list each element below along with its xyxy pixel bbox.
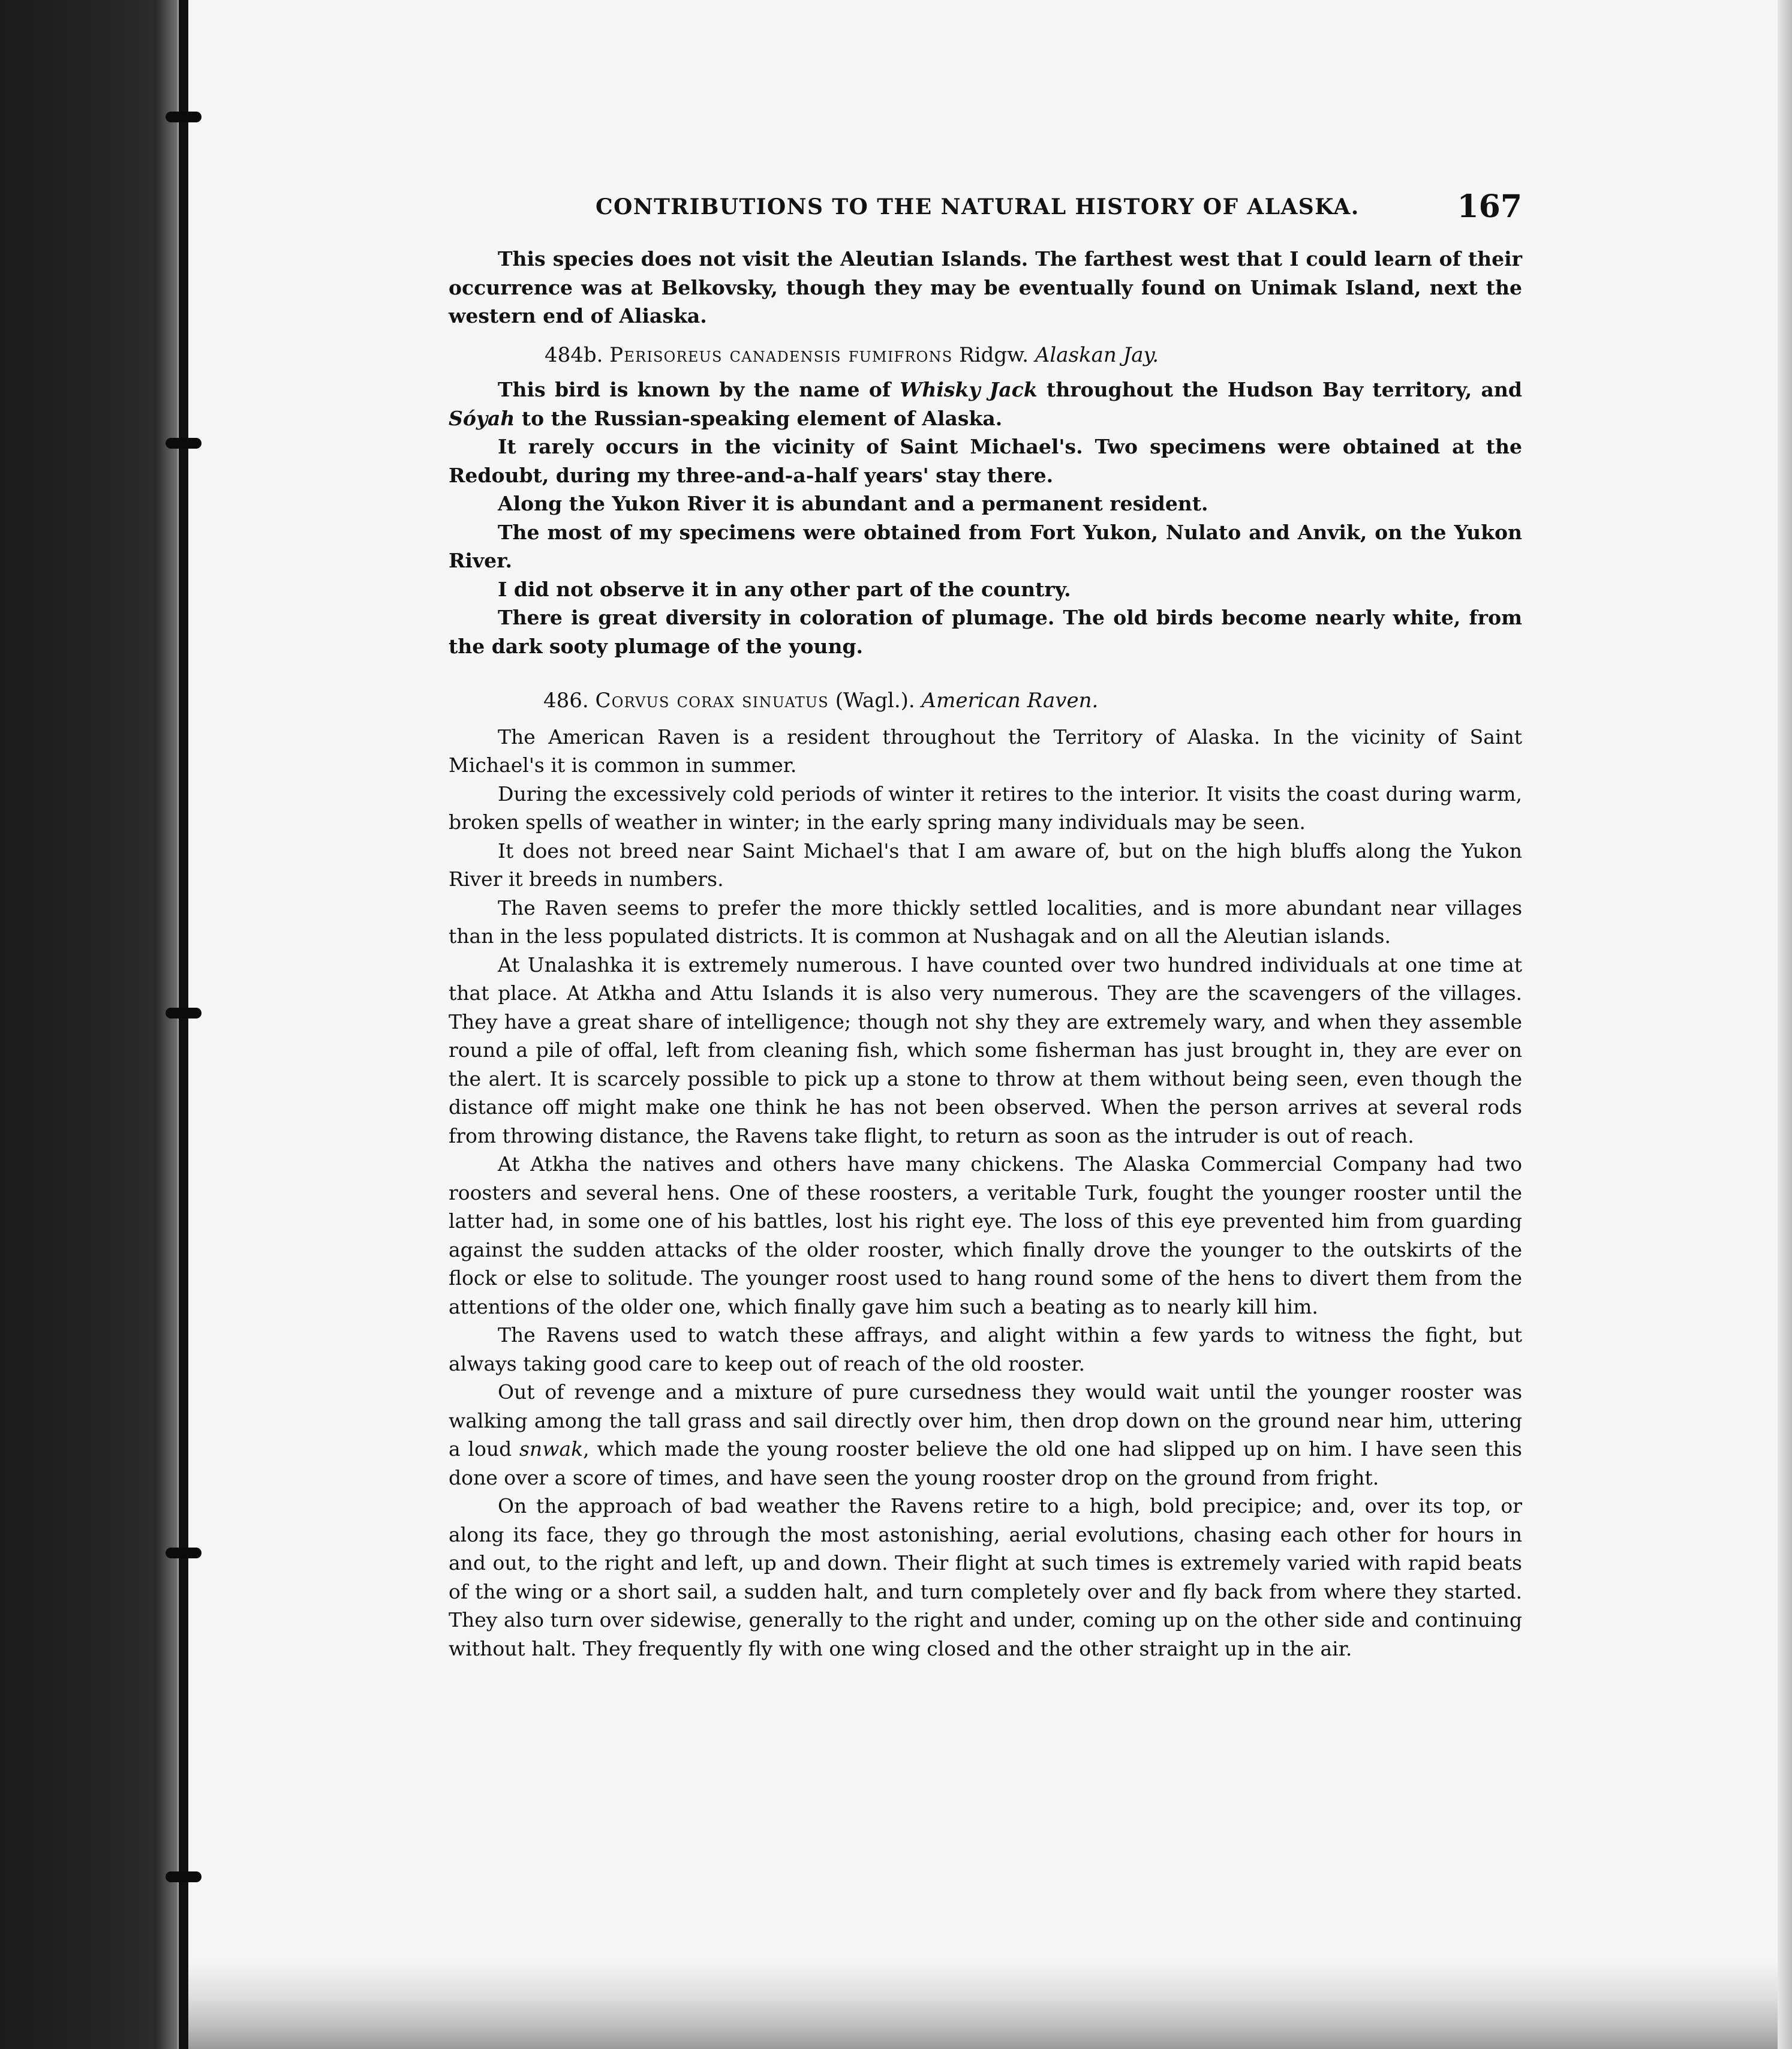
book-gutter-shadow (0, 0, 180, 2049)
binding-stitch (166, 112, 202, 122)
vernacular-name: Whisky Jack (900, 378, 1038, 401)
onomatopoeia: snwak (519, 1437, 584, 1461)
jay-paragraph-3: Along the Yukon River it is abundant and a permanent resident. (498, 492, 1208, 515)
raven-paragraph-9: On the approach of bad weather the Ravens retire to a high, bold precipice; and, over its top, or along its face, they go through the most astonishing, aerial evolutions, chasing each other for hours in and out, to the right and left, up and down. Their flight at such times is extremely varied with rapid beats of the wing or a short sail, a sudden halt, and turn completely over and fly back from where they started. They also turn over sidewise, generally to the right and under, coming up on the other side and continuing without halt. They frequently fly with one wing closed and the other straight up in the air. (449, 1494, 1522, 1660)
raven-paragraph-4: The Raven seems to prefer the more thickly settled localities, and is more abundant near villages than in the less populated districts. It is common at Nushagak and on all the Aleutian islands. (449, 896, 1522, 948)
jay-paragraph-2: It rarely occurs in the vicinity of Saint Michael's. Two specimens were obtained at the Redoubt, during my three-and-a-half years' stay there. (449, 435, 1522, 487)
species-number: 484b. (545, 342, 603, 367)
species-scientific-name: Corvus corax sinuatus (595, 689, 829, 713)
binding-stitch (166, 1008, 202, 1019)
raven-paragraph-8 (449, 1378, 1522, 1492)
page-header (449, 188, 1522, 234)
species-scientific-name: Perisoreus canadensis fumifrons (609, 342, 953, 367)
binding-stitch (166, 438, 202, 449)
species-authority: (Wagl.). (835, 689, 915, 713)
species-common-name: Alaskan Jay. (1035, 342, 1159, 367)
page-text (449, 188, 1522, 1663)
raven-paragraph-5: At Unalashka it is extremely numerous. I have counted over two hundred individuals at one time at that place. At Atkha and Attu Islands it is also very numerous. They are the scavengers of the villages. They have a great share of intelligence; though not shy they are extremely wary, and when they assemble round a pile of offal, left from cleaning fish, which some fisherman has just brought in, they are ever on the alert. It is scarcely possible to pick up a stone to throw at them without being seen, even though the distance off might make one think he has not been observed. When the person arrives at several rods from throwing distance, the Ravens take flight, to return as soon as the intruder is out of reach. (449, 953, 1522, 1147)
species-heading-alaskan-jay (449, 341, 1522, 370)
intro-paragraph: This species does not visit the Aleutian Islands. The farthest west that I could learn of their occurrence was at Belkovsky, though they may be eventually found on Unimak Island, next the western end of Aliaska. (449, 247, 1522, 328)
binding-stitch (166, 1871, 202, 1882)
text-run: , which made the young rooster believe the old one had slipped up on him. I have seen this done over a score of times, and have seen the young rooster drop on the ground from fright. (449, 1437, 1522, 1489)
binding-stitch (166, 1548, 202, 1558)
page-bottom-curl (188, 1961, 1792, 2049)
binding-thread (179, 0, 188, 2049)
vernacular-name: Sóyah (449, 406, 515, 430)
species-heading-american-raven (449, 687, 1522, 716)
raven-paragraph-6: At Atkha the natives and others have many chickens. The Alaska Commercial Company had two roosters and several hens. One of these roosters, a veritable Turk, fought the younger rooster until the latter had, in some one of his battles, lost his right eye. The loss of this eye prevented him from guarding against the sudden attacks of the older rooster, which finally drove the younger to the outskirts of the flock or else to solitude. The younger roost used to hang round some of the hens to divert them from the attentions of the older one, which finally gave him such a beating as to nearly kill him. (449, 1152, 1522, 1318)
page-number: 167 (1457, 188, 1522, 225)
raven-paragraph-3: It does not breed near Saint Michael's that I am aware of, but on the high bluffs along the Yukon River it breeds in numbers. (449, 839, 1522, 891)
species-number: 486. (543, 689, 589, 713)
running-head: CONTRIBUTIONS TO THE NATURAL HISTORY OF ALASKA. (596, 194, 1360, 220)
raven-paragraph-2: During the excessively cold periods of winter it retires to the interior. It visits the coast during warm, broken spells of weather in winter; in the early spring many individuals may be seen. (449, 782, 1522, 834)
species-authority: Ridgw. (959, 342, 1029, 367)
jay-paragraph-6: There is great diversity in coloration of plumage. The old birds become nearly white, from the dark sooty plumage of the young. (449, 606, 1522, 658)
page-right-edge (1778, 0, 1792, 2049)
text-run: This bird is known by the name of (498, 378, 900, 401)
text-run: to the Russian-speaking element of Alaska. (515, 406, 1003, 430)
raven-paragraph-7: The Ravens used to watch these affrays, and alight within a few yards to witness the fight, but always taking good care to keep out of reach of the old rooster. (449, 1323, 1522, 1375)
species-common-name: American Raven. (921, 689, 1099, 713)
text-run: throughout the Hudson Bay territory, and (1037, 378, 1522, 401)
text-run: Out of revenge and a mixture of pure cursedness they would wait until the younger rooster was walking among the tall grass and sail directly over him, then drop down on the ground near him, uttering a loud (449, 1380, 1522, 1461)
jay-paragraph-1 (449, 375, 1522, 432)
jay-paragraph-4: The most of my specimens were obtained from Fort Yukon, Nulato and Anvik, on the Yukon River. (449, 520, 1522, 572)
jay-paragraph-5: I did not observe it in any other part of the country. (498, 577, 1071, 601)
raven-paragraph-1: The American Raven is a resident throughout the Territory of Alaska. In the vicinity of Saint Michael's it is common in summer. (449, 725, 1522, 777)
